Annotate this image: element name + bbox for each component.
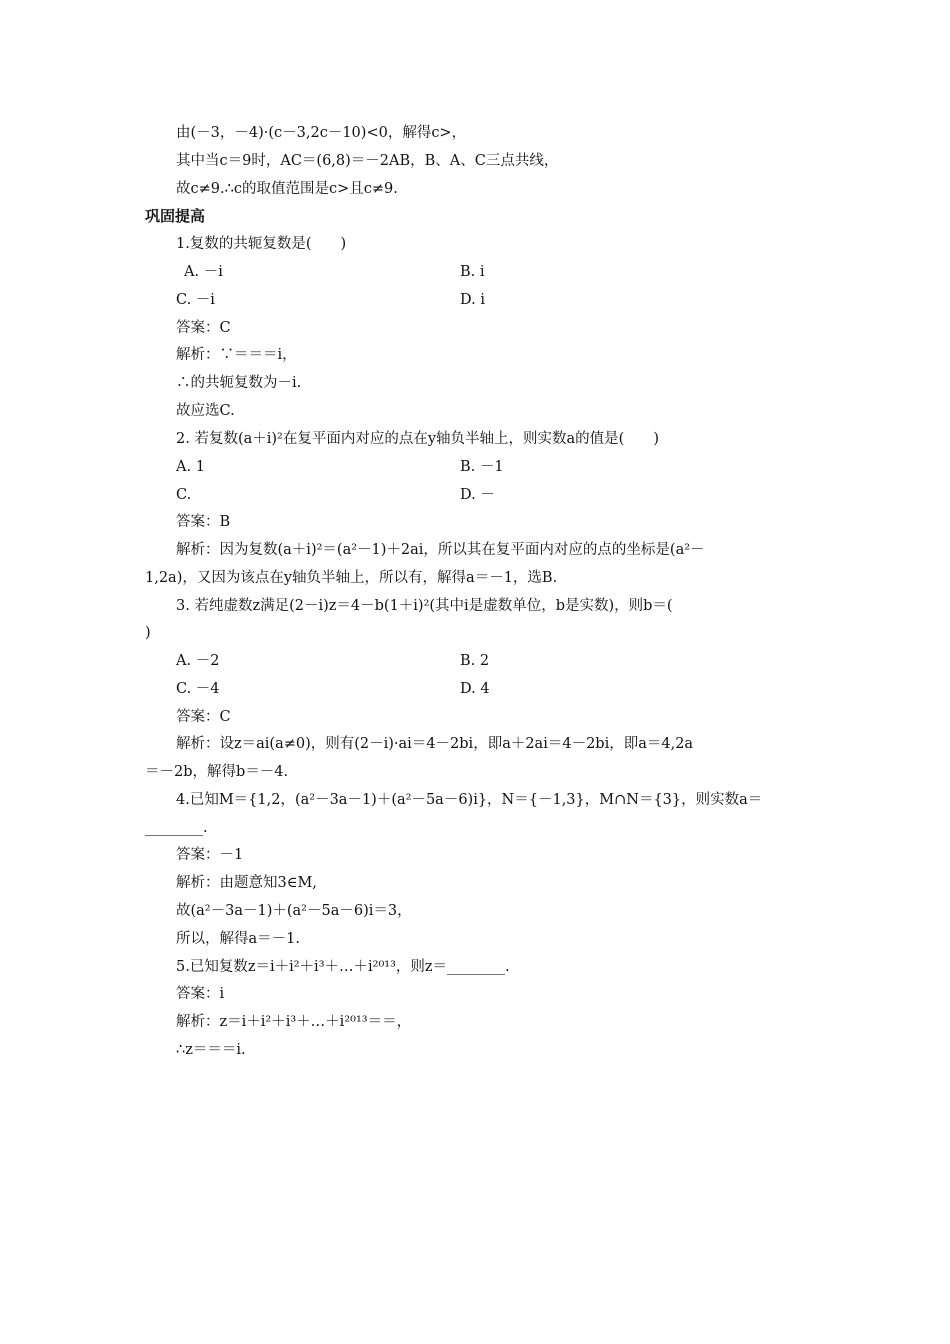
q2-stem: 2. 若复数(a＋i)²在复平面内对应的点在y轴负半轴上，则实数a的值是( ) <box>176 431 660 447</box>
q1-option-d: D. i <box>460 292 485 308</box>
q3-stem-1: 3. 若纯虚数z满足(2－i)z＝4－b(1＋i)²(其中i是虚数单位，b是实数)，则b＝( <box>176 598 673 614</box>
q2-answer: 答案：B <box>176 514 231 530</box>
q3-analysis-1: 解析：设z＝ai(a≠0)，则有(2－i)·ai＝4－2bi，即a＋2ai＝4－2bi，即a＝4,2a <box>176 736 694 752</box>
q5-analysis-1: 解析：z＝i＋i²＋i³＋…＋i²⁰¹³＝＝， <box>176 1014 412 1030</box>
q3-option-c: C. －4 <box>176 681 220 697</box>
q2-analysis-2: 1,2a)，又因为该点在y轴负半轴上，所以有，解得a＝－1，选B. <box>145 570 558 586</box>
q3-analysis-2: ＝－2b，解得b＝－4. <box>145 764 289 780</box>
q5-analysis-2: ∴z＝＝＝i. <box>176 1042 246 1058</box>
q2-option-b: B. －1 <box>460 459 504 475</box>
q1-option-b: B. i <box>460 264 485 280</box>
section-title: 巩固提高 <box>145 207 206 225</box>
q5-stem: 5.已知复数z＝i＋i²＋i³＋…＋i²⁰¹³，则z＝________. <box>176 959 510 975</box>
intro-line-3: 故c≠9.∴c的取值范围是c>且c≠9. <box>176 181 398 197</box>
q5-answer: 答案：i <box>176 986 225 1002</box>
q3-option-a: A. －2 <box>176 653 220 669</box>
intro-line-1: 由(－3，－4)·(c－3,2c－10)<0，解得c>， <box>176 125 467 141</box>
q1-analysis-1: 解析：∵＝＝＝i， <box>176 347 297 363</box>
q4-answer: 答案：－1 <box>176 847 244 863</box>
q1-option-c: C. －i <box>176 292 215 308</box>
q1-option-a: A. －i <box>184 264 223 280</box>
q4-stem-1: 4.已知M＝{1,2，(a²－3a－1)＋(a²－5a－6)i}，N＝{－1,3}，M∩N＝{3}，则实数a＝ <box>176 792 763 808</box>
q1-analysis-2: ∴的共轭复数为－i. <box>176 375 302 391</box>
q4-analysis-2: 故(a²－3a－1)＋(a²－5a－6)i＝3， <box>176 903 412 919</box>
q3-option-d: D. 4 <box>460 681 490 697</box>
q1-analysis-3: 故应选C. <box>176 403 235 419</box>
q2-option-a: A. 1 <box>176 459 205 475</box>
q1-stem: 1.复数的共轭复数是( ) <box>176 236 347 252</box>
q4-analysis-3: 所以，解得a＝－1. <box>176 931 300 947</box>
q3-stem-2: ) <box>145 625 151 641</box>
q2-analysis-1: 解析：因为复数(a＋i)²＝(a²－1)＋2ai，所以其在复平面内对应的点的坐标是(a²－ <box>176 542 705 558</box>
q4-stem-2: ________. <box>145 820 208 836</box>
q3-answer: 答案：C <box>176 709 231 725</box>
q2-option-d: D. － <box>460 487 495 503</box>
q3-option-b: B. 2 <box>460 653 490 669</box>
q2-option-c: C. <box>176 487 192 503</box>
q1-answer: 答案：C <box>176 320 231 336</box>
intro-line-2: 其中当c＝9时，AC＝(6,8)＝－2AB，B、A、C三点共线， <box>176 153 559 169</box>
q4-analysis-1: 解析：由题意知3∈M, <box>176 875 317 891</box>
